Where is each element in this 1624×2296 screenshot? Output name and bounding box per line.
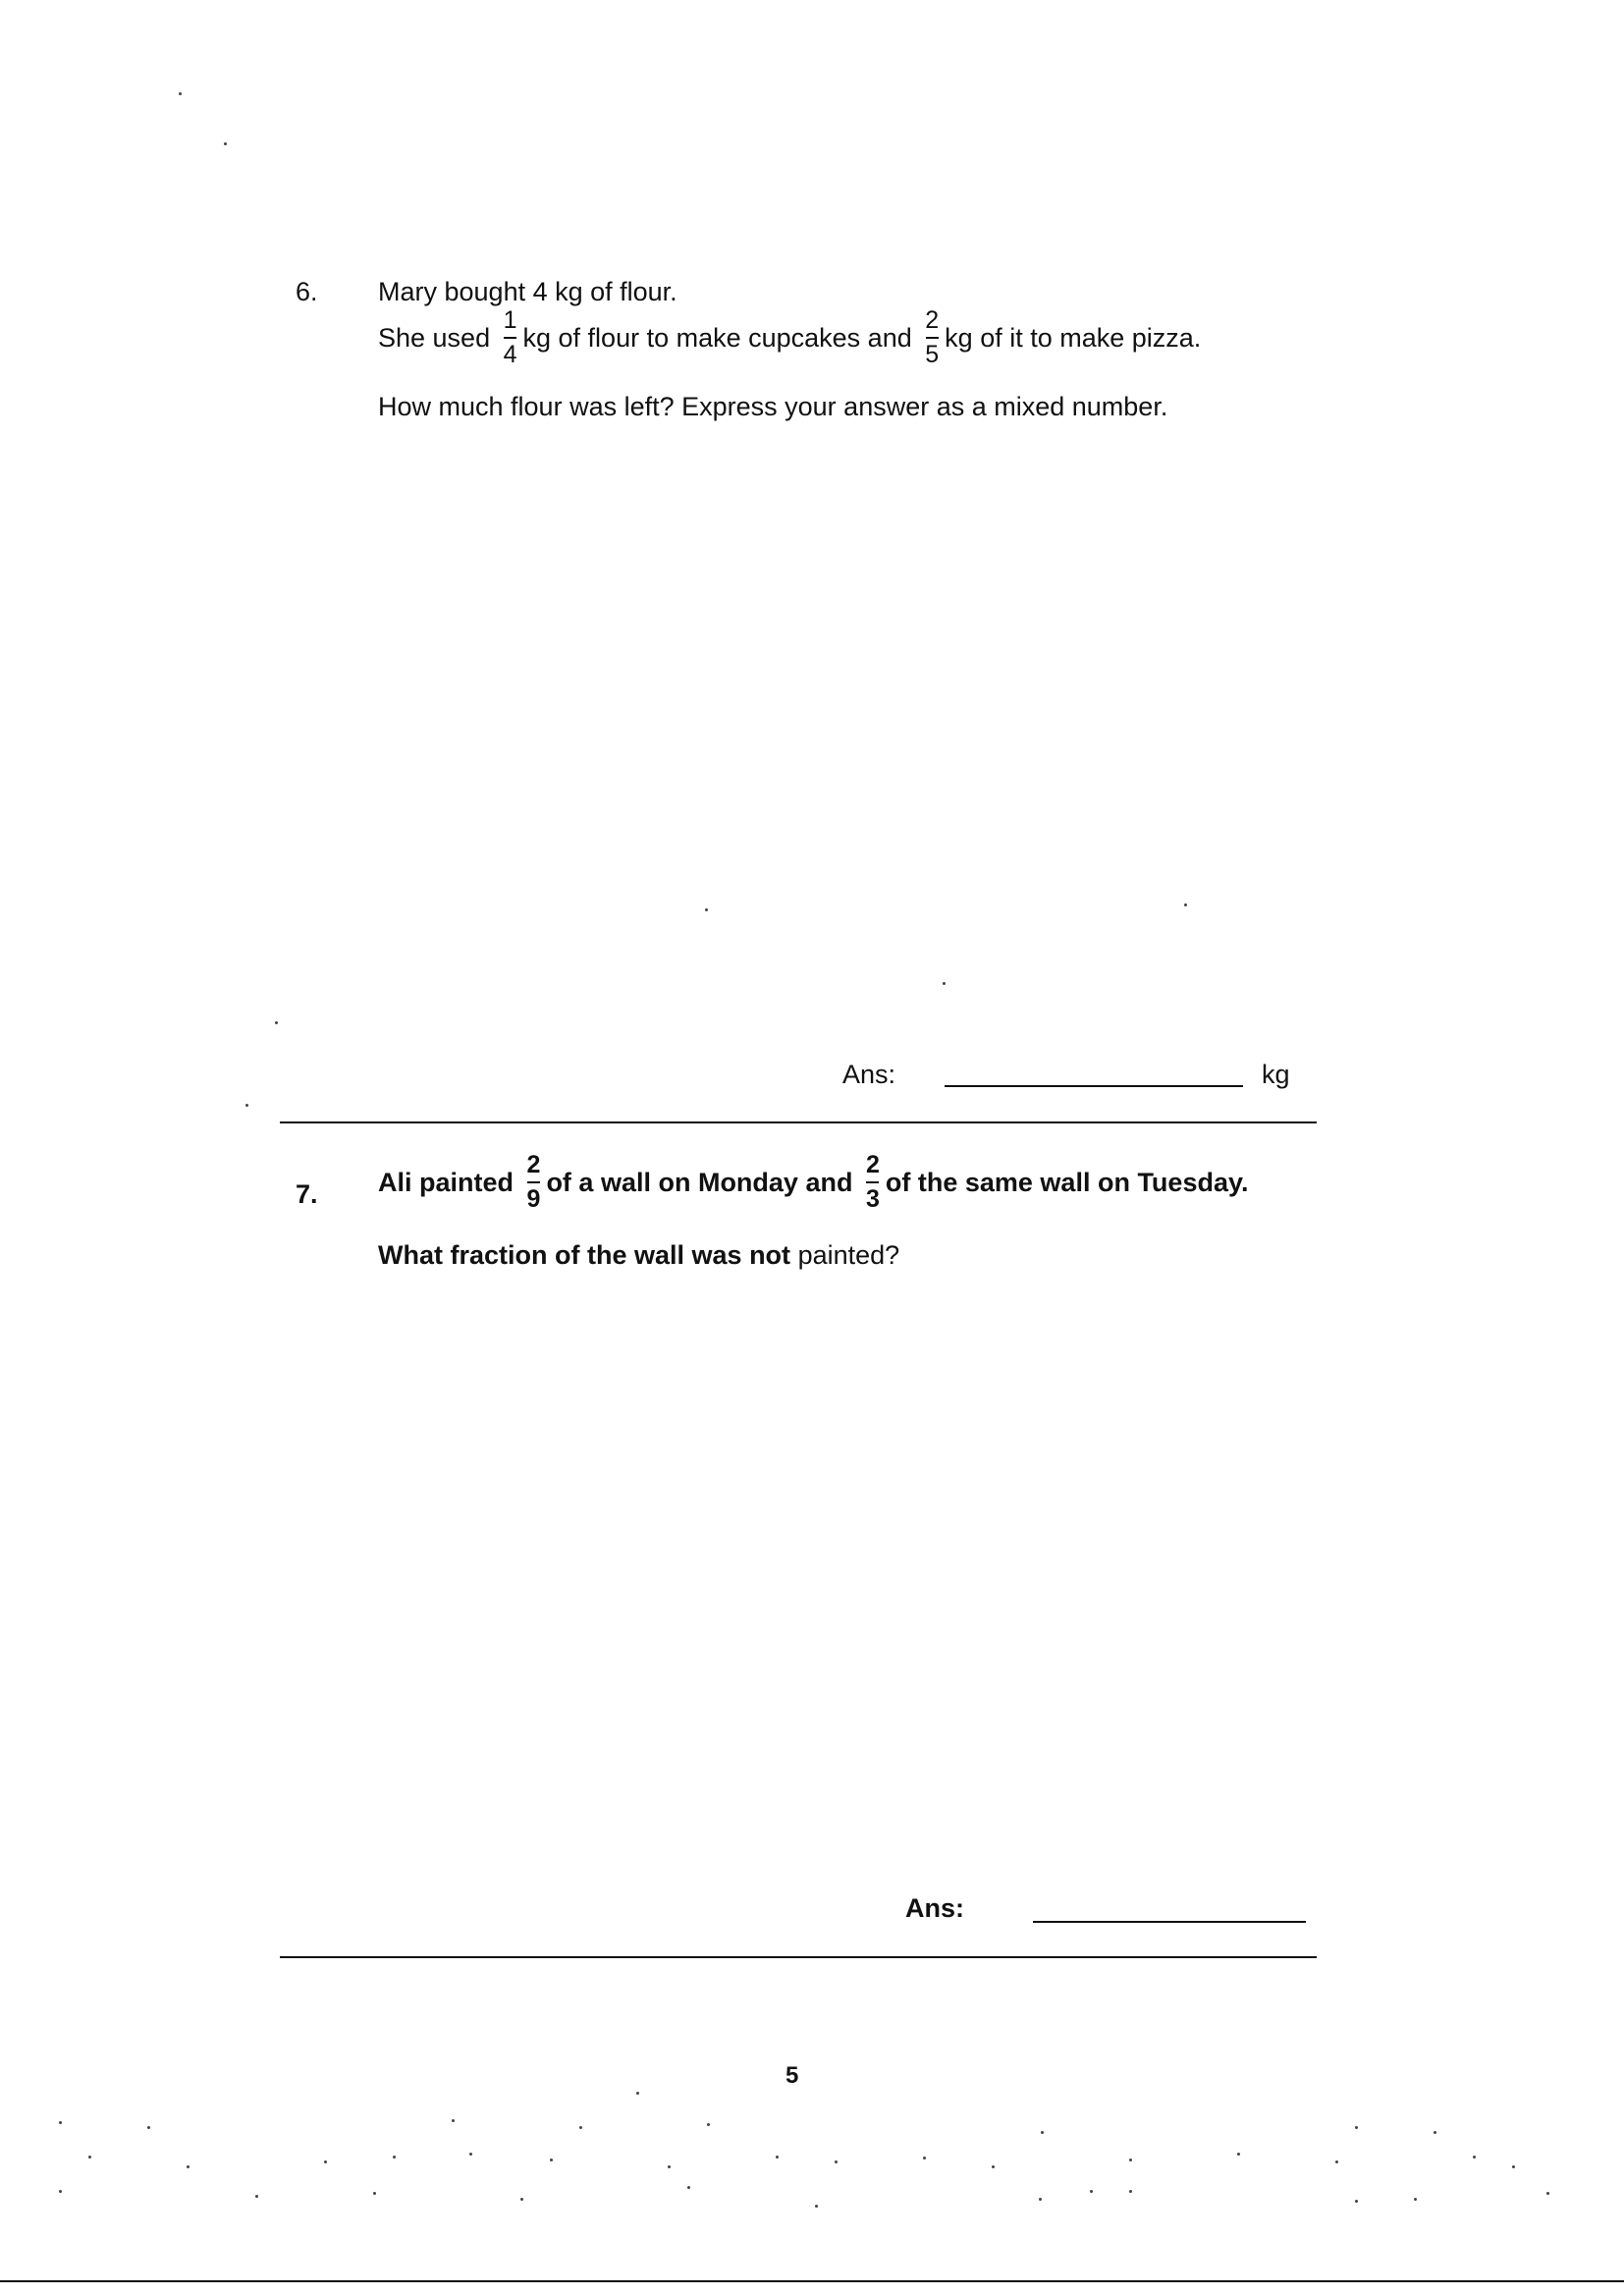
speck [1129, 2190, 1132, 2193]
question-6-text-c: kg of it to make pizza. [945, 323, 1202, 354]
speck [707, 2123, 710, 2126]
question-6-answer-unit: kg [1262, 1060, 1290, 1089]
page-number: 5 [785, 2062, 799, 2089]
speck [550, 2159, 553, 2161]
speck [179, 92, 182, 95]
speck [59, 2121, 62, 2124]
speck [1041, 2131, 1044, 2134]
speck [1512, 2165, 1515, 2168]
speck [1434, 2131, 1436, 2134]
fraction-numerator: 2 [526, 1151, 541, 1178]
question-7-text-a: Ali painted [378, 1168, 514, 1198]
speck [815, 2205, 818, 2208]
speck [992, 2165, 995, 2168]
question-7-line-2-text-a: What fraction of the wall was [378, 1240, 742, 1270]
fraction-denominator: 9 [526, 1185, 541, 1213]
speck [923, 2157, 926, 2159]
speck [88, 2156, 91, 2159]
question-6-answer-line[interactable] [945, 1085, 1243, 1087]
speck [147, 2126, 150, 2129]
fraction-one-quarter [504, 308, 517, 367]
speck [636, 2092, 639, 2095]
speck [705, 908, 708, 911]
fraction-two-ninths [527, 1153, 541, 1212]
question-7-answer-label: Ans: [905, 1893, 964, 1923]
speck [1473, 2156, 1476, 2159]
fraction-numerator: 2 [865, 1151, 880, 1178]
question-7-line-2-text-b: painted? [797, 1240, 900, 1270]
speck [1237, 2153, 1240, 2156]
question-6-number: 6. [296, 277, 318, 306]
fraction-bar [866, 1181, 879, 1183]
bottom-edge-line [0, 2280, 1624, 2282]
fraction-bar [527, 1181, 540, 1183]
speck [1546, 2192, 1549, 2195]
speck [324, 2160, 327, 2163]
speck [520, 2198, 523, 2201]
speck [373, 2192, 376, 2195]
speck [1039, 2198, 1042, 2201]
speck [1129, 2159, 1132, 2161]
question-7-answer-line[interactable] [1033, 1921, 1306, 1923]
speck [469, 2153, 472, 2156]
section-divider-bottom [280, 1956, 1317, 1958]
question-7-line-2 [378, 1242, 899, 1269]
fraction-bar [504, 337, 516, 339]
speck [776, 2156, 779, 2159]
fraction-two-thirds [866, 1153, 880, 1212]
question-7-number: 7. [296, 1179, 318, 1209]
fraction-numerator: 2 [925, 306, 940, 334]
question-7-text-c: of the same wall on Tuesday. [885, 1168, 1249, 1198]
speck [579, 2126, 582, 2129]
speck [275, 1021, 278, 1024]
speck [1414, 2198, 1417, 2201]
fraction-denominator: 4 [503, 341, 517, 368]
question-7-line-1 [378, 1151, 1249, 1214]
speck [1355, 2200, 1358, 2203]
speck [59, 2190, 62, 2193]
speck [1184, 903, 1187, 906]
speck [452, 2119, 455, 2122]
question-6-text-a: She used [378, 323, 491, 354]
speck [224, 142, 227, 145]
speck [255, 2195, 258, 2198]
question-6-text-b: kg of flour to make cupcakes and [522, 323, 912, 354]
fraction-bar [926, 337, 939, 339]
question-6-line-2 [378, 306, 1202, 369]
speck [1355, 2126, 1358, 2129]
fraction-denominator: 3 [865, 1185, 880, 1213]
speck [1335, 2160, 1338, 2163]
speck [245, 1104, 248, 1107]
section-divider [280, 1121, 1317, 1123]
fraction-denominator: 5 [925, 341, 940, 368]
emphasis-not: not [749, 1240, 791, 1270]
speck [1090, 2190, 1093, 2193]
question-7-text-b: of a wall on Monday and [546, 1168, 853, 1198]
speck [187, 2165, 189, 2168]
speck [835, 2160, 838, 2163]
speck [393, 2156, 396, 2159]
fraction-two-fifths [925, 308, 939, 367]
speck [668, 2165, 671, 2168]
question-6-answer-label: Ans: [842, 1060, 896, 1089]
question-6-line-3: How much flour was left? Express your answer as a mixed number. [378, 392, 1168, 421]
question-6-line-1: Mary bought 4 kg of flour. [378, 277, 677, 306]
fraction-numerator: 1 [503, 306, 517, 334]
speck [687, 2186, 690, 2189]
speck [943, 982, 946, 985]
